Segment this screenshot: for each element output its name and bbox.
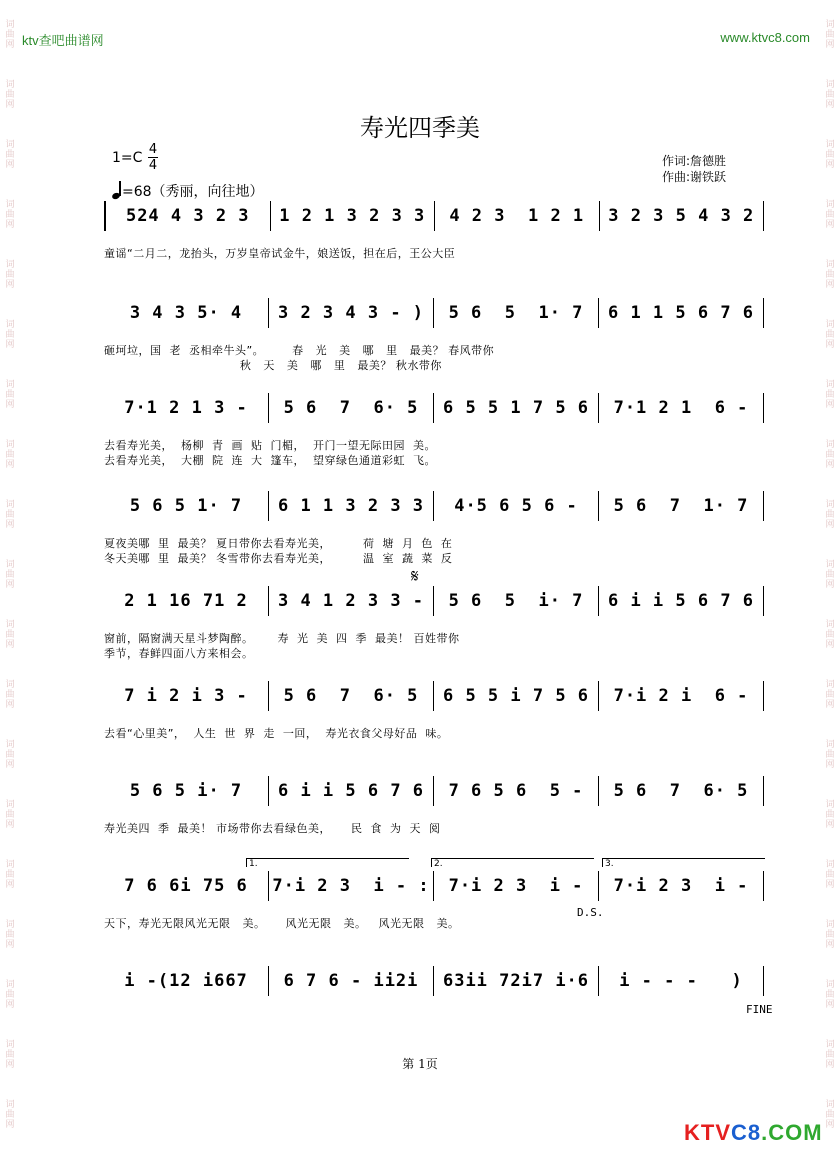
measure: 5 6 5 i· 7 bbox=[104, 776, 269, 806]
watermark-char: 网 bbox=[5, 820, 15, 830]
watermark-char: 曲 bbox=[825, 330, 835, 340]
score-row bbox=[104, 200, 764, 261]
notation-line bbox=[104, 680, 764, 712]
watermark-char: 词 bbox=[825, 860, 835, 870]
watermark-char: 网 bbox=[825, 1120, 835, 1130]
watermark-char: 曲 bbox=[5, 330, 15, 340]
watermark-char: 曲 bbox=[825, 810, 835, 820]
measure: 3 4 3 5· 4 bbox=[104, 298, 269, 328]
watermark-glyphs bbox=[3, 500, 17, 560]
watermark-char: 词 bbox=[825, 140, 835, 150]
watermark-char: 词 bbox=[5, 860, 15, 870]
watermark-char: 网 bbox=[825, 1060, 835, 1070]
meter-bottom: 4 bbox=[148, 158, 158, 173]
ktvc8-logo bbox=[684, 1120, 823, 1146]
watermark-char: 网 bbox=[5, 400, 15, 410]
lyric-line: 夏夜美哪 里 最美？ 夏日带你去看寿光美， 荷 塘 月 色 在 bbox=[104, 537, 453, 550]
measure: 4·5 6 5 6 - bbox=[434, 491, 599, 521]
watermark-glyphs bbox=[823, 200, 837, 260]
watermark-char: 词 bbox=[825, 320, 835, 330]
watermark-char: 曲 bbox=[5, 150, 15, 160]
watermark-char: 词 bbox=[5, 200, 15, 210]
lyric-line: 去看“心里美”， 人生 世 界 走 一回， 寿光衣食父母好品 味。 bbox=[104, 727, 449, 740]
watermark-char: 词 bbox=[825, 440, 835, 450]
watermark-char: 词 bbox=[825, 200, 835, 210]
measure: 5 6 5 1· 7 bbox=[434, 298, 599, 328]
watermark-char: 词 bbox=[5, 140, 15, 150]
lyric-line: 童谣“二月二，龙抬头，万岁皇帝试金牛，娘送饭，担在后，王公大臣 bbox=[104, 247, 456, 260]
watermark-char: 网 bbox=[825, 460, 835, 470]
watermark-char: 网 bbox=[5, 280, 15, 290]
measure: 1 2 1 3 2 3 3 bbox=[271, 201, 436, 231]
watermark-char: 曲 bbox=[825, 570, 835, 580]
watermark-glyphs bbox=[823, 620, 837, 680]
watermark-char: 曲 bbox=[825, 1050, 835, 1060]
lyricist: 作词:詹德胜 bbox=[662, 154, 727, 168]
watermark-char: 曲 bbox=[5, 750, 15, 760]
watermark-char: 网 bbox=[5, 580, 15, 590]
volta-bracket: 3. bbox=[602, 858, 765, 867]
watermark-char: 词 bbox=[825, 260, 835, 270]
watermark-char: 词 bbox=[5, 260, 15, 270]
watermark-glyphs bbox=[823, 860, 837, 920]
watermark-char: 曲 bbox=[825, 630, 835, 640]
watermark-char: 曲 bbox=[5, 570, 15, 580]
measure: 524 4 3 2 3 bbox=[104, 201, 271, 231]
watermark-glyphs bbox=[3, 920, 17, 980]
measure: 7 6 5 6 5 - bbox=[434, 776, 599, 806]
logo-ktv: KTV bbox=[684, 1120, 731, 1145]
fine-mark: FINE bbox=[746, 1003, 773, 1016]
watermark-char: 网 bbox=[825, 880, 835, 890]
watermark-glyphs bbox=[823, 560, 837, 620]
lyric-line: 去看寿光美， 大棚 院 连 大 篷车， 望穿绿色通道彩虹 飞。 bbox=[104, 454, 436, 467]
watermark-char: 曲 bbox=[825, 390, 835, 400]
watermark-char: 词 bbox=[5, 1040, 15, 1050]
watermark-char: 网 bbox=[825, 280, 835, 290]
lyric-line: 寿光美四 季 最美！ 市场带你去看绿色美， 民 食 为 天 阅 bbox=[104, 822, 441, 835]
watermark-char: 网 bbox=[825, 40, 835, 50]
score-row bbox=[104, 297, 764, 373]
watermark-char: 曲 bbox=[5, 1050, 15, 1060]
measure: 7·i 2 3 i - bbox=[599, 871, 764, 901]
watermark-char: 词 bbox=[825, 80, 835, 90]
watermark-char: 词 bbox=[825, 1100, 835, 1110]
lyric-line: 天下，寿光无限风光无限 美。 风光无限 美。 风光无限 美。 bbox=[104, 917, 460, 930]
watermark-char: 词 bbox=[825, 620, 835, 630]
watermark-char: 词 bbox=[825, 500, 835, 510]
watermark-char: 词 bbox=[5, 20, 15, 30]
measure: 3 2 3 4 3 - ) bbox=[269, 298, 434, 328]
watermark-glyphs bbox=[823, 440, 837, 500]
watermark-glyphs bbox=[823, 260, 837, 320]
measure: 2 1 16 71 2 bbox=[104, 586, 269, 616]
watermark-char: 曲 bbox=[825, 990, 835, 1000]
watermark-char: 词 bbox=[5, 80, 15, 90]
measure: 7 i 2 i 3 - bbox=[104, 681, 269, 711]
watermark-char: 词 bbox=[825, 920, 835, 930]
score-row bbox=[104, 680, 764, 741]
watermark-glyphs bbox=[3, 20, 17, 80]
score-row bbox=[104, 585, 764, 661]
page-number: 第 1页 bbox=[402, 1057, 438, 1071]
measure: 5 6 7 1· 7 bbox=[599, 491, 764, 521]
watermark-char: 网 bbox=[825, 1000, 835, 1010]
watermark-char: 曲 bbox=[5, 90, 15, 100]
watermark-char: 词 bbox=[825, 680, 835, 690]
watermark-glyphs bbox=[3, 140, 17, 200]
watermark-char: 词 bbox=[5, 920, 15, 930]
watermark-left bbox=[3, 20, 17, 1160]
watermark-char: 词 bbox=[825, 380, 835, 390]
measure: 7·i 2 3 i - bbox=[434, 871, 599, 901]
lyric-line: 去看寿光美， 杨柳 青 画 贴 门楣， 开门一望无际田园 美。 bbox=[104, 439, 436, 452]
watermark-char: 网 bbox=[825, 820, 835, 830]
meter-top: 4 bbox=[148, 142, 158, 157]
watermark-char: 曲 bbox=[825, 690, 835, 700]
watermark-char: 网 bbox=[825, 940, 835, 950]
watermark-char: 网 bbox=[5, 760, 15, 770]
notation-line bbox=[104, 200, 764, 232]
watermark-glyphs bbox=[823, 980, 837, 1040]
watermark-glyphs bbox=[823, 140, 837, 200]
watermark-char: 词 bbox=[5, 380, 15, 390]
watermark-glyphs bbox=[3, 200, 17, 260]
lyric-line: 秋 天 美 哪 里 最美？ 秋水带你 bbox=[104, 359, 442, 372]
watermark-char: 曲 bbox=[5, 270, 15, 280]
watermark-glyphs bbox=[823, 920, 837, 980]
notation-line bbox=[104, 297, 764, 329]
watermark-char: 词 bbox=[5, 500, 15, 510]
measure: 6 i i 5 6 7 6 bbox=[599, 586, 764, 616]
watermark-glyphs bbox=[823, 800, 837, 860]
watermark-char: 词 bbox=[5, 980, 15, 990]
watermark-char: 曲 bbox=[5, 390, 15, 400]
measure: 7·1 2 1 6 - bbox=[599, 393, 764, 423]
measure: 6 5 5 1 7 5 6 bbox=[434, 393, 599, 423]
watermark-char: 曲 bbox=[5, 30, 15, 40]
watermark-glyphs bbox=[3, 800, 17, 860]
watermark-char: 网 bbox=[5, 100, 15, 110]
composer: 作曲:谢铁跃 bbox=[662, 170, 727, 184]
watermark-char: 网 bbox=[825, 580, 835, 590]
watermark-char: 曲 bbox=[5, 810, 15, 820]
watermark-char: 词 bbox=[5, 680, 15, 690]
song-title: 寿光四季美 bbox=[360, 114, 480, 142]
watermark-char: 词 bbox=[825, 560, 835, 570]
watermark-glyphs bbox=[823, 320, 837, 380]
watermark-char: 曲 bbox=[5, 930, 15, 940]
watermark-char: 网 bbox=[5, 340, 15, 350]
watermark-glyphs bbox=[823, 1100, 837, 1160]
measure: 7·1 2 1 3 - bbox=[104, 393, 269, 423]
watermark-glyphs bbox=[3, 740, 17, 800]
watermark-char: 词 bbox=[825, 800, 835, 810]
watermark-char: 词 bbox=[5, 1100, 15, 1110]
score-row bbox=[104, 775, 764, 836]
watermark-char: 曲 bbox=[5, 450, 15, 460]
measure: i - - - ) bbox=[599, 966, 764, 996]
score-row bbox=[104, 859, 764, 931]
time-signature bbox=[148, 142, 158, 173]
watermark-char: 词 bbox=[825, 20, 835, 30]
watermark-char: 曲 bbox=[5, 630, 15, 640]
watermark-char: 词 bbox=[5, 800, 15, 810]
measure: 6 7 6 - ii2i bbox=[269, 966, 434, 996]
measure: 6 1 1 3 2 3 3 bbox=[269, 491, 434, 521]
score-row bbox=[104, 392, 764, 468]
measure: 7·i 2 i 6 - bbox=[599, 681, 764, 711]
watermark-glyphs bbox=[823, 380, 837, 440]
lyric-line: 冬天美哪 里 最美？ 冬雪带你去看寿光美， 温 室 蔬 菜 反 bbox=[104, 552, 453, 565]
watermark-char: 曲 bbox=[5, 690, 15, 700]
watermark-char: 网 bbox=[5, 940, 15, 950]
watermark-glyphs bbox=[823, 740, 837, 800]
tempo-marking bbox=[112, 181, 264, 201]
measure: 5 6 7 6· 5 bbox=[269, 393, 434, 423]
watermark-char: 网 bbox=[825, 640, 835, 650]
watermark-char: 词 bbox=[825, 980, 835, 990]
song-key: 1=C bbox=[112, 150, 143, 166]
watermark-char: 网 bbox=[825, 400, 835, 410]
watermark-char: 曲 bbox=[825, 1110, 835, 1120]
watermark-char: 词 bbox=[5, 440, 15, 450]
watermark-char: 词 bbox=[5, 740, 15, 750]
watermark-glyphs bbox=[3, 680, 17, 740]
watermark-glyphs bbox=[3, 380, 17, 440]
volta-bracket: 1. bbox=[246, 858, 409, 867]
ds-mark: D.S. bbox=[577, 906, 604, 919]
watermark-char: 曲 bbox=[825, 450, 835, 460]
notation-line bbox=[104, 585, 764, 617]
watermark-char: 曲 bbox=[5, 870, 15, 880]
watermark-glyphs bbox=[3, 860, 17, 920]
watermark-char: 曲 bbox=[5, 510, 15, 520]
measure: 3 4 1 2 3 3 - bbox=[269, 586, 434, 616]
watermark-char: 曲 bbox=[825, 510, 835, 520]
tempo-value: =68 bbox=[122, 184, 152, 200]
watermark-char: 词 bbox=[5, 560, 15, 570]
watermark-glyphs bbox=[3, 980, 17, 1040]
measure: 5 6 7 6· 5 bbox=[599, 776, 764, 806]
measure: 6 i i 5 6 7 6 bbox=[269, 776, 434, 806]
watermark-right bbox=[823, 20, 837, 1160]
measure: 4 2 3 1 2 1 bbox=[435, 201, 600, 231]
credits bbox=[662, 153, 726, 185]
lyric-line: 砸坷垃，国 老 丞相牵牛头”。 春 光 美 哪 里 最美？ 春风带你 bbox=[104, 344, 495, 357]
mood-text: （秀丽，向往地） bbox=[151, 184, 264, 200]
lyric-line: 季节，春鲜四面八方来相会。 bbox=[104, 647, 254, 660]
lyric-line: 窗前，隔窗满天星斗梦陶醉。 寿 光 美 四 季 最美！ 百姓带你 bbox=[104, 632, 460, 645]
watermark-glyphs bbox=[3, 260, 17, 320]
measure: 7 6 6i 75 6 bbox=[104, 871, 269, 901]
notation-line bbox=[104, 490, 764, 522]
watermark-char: 词 bbox=[825, 740, 835, 750]
watermark-glyphs bbox=[3, 440, 17, 500]
watermark-char: 曲 bbox=[5, 990, 15, 1000]
watermark-char: 网 bbox=[5, 220, 15, 230]
watermark-char: 网 bbox=[5, 40, 15, 50]
watermark-char: 网 bbox=[825, 220, 835, 230]
lyric-line bbox=[104, 1011, 764, 1026]
segno-mark: 𝄋 bbox=[411, 566, 419, 587]
logo-com: .COM bbox=[761, 1120, 823, 1145]
watermark-char: 网 bbox=[5, 520, 15, 530]
watermark-char: 曲 bbox=[825, 90, 835, 100]
measure: 7·i 2 3 i - : bbox=[269, 871, 434, 901]
watermark-glyphs bbox=[823, 680, 837, 740]
site-name-left[interactable]: ktv查吧曲谱网 bbox=[22, 33, 104, 48]
watermark-char: 网 bbox=[5, 1000, 15, 1010]
watermark-glyphs bbox=[3, 1100, 17, 1160]
watermark-char: 网 bbox=[825, 160, 835, 170]
watermark-char: 网 bbox=[5, 1120, 15, 1130]
measure: 5 6 7 6· 5 bbox=[269, 681, 434, 711]
watermark-char: 曲 bbox=[825, 750, 835, 760]
watermark-char: 曲 bbox=[825, 930, 835, 940]
watermark-char: 网 bbox=[825, 700, 835, 710]
quarter-note-icon bbox=[112, 181, 122, 199]
watermark-char: 词 bbox=[5, 320, 15, 330]
watermark-char: 曲 bbox=[825, 210, 835, 220]
watermark-char: 曲 bbox=[5, 210, 15, 220]
watermark-char: 词 bbox=[825, 1040, 835, 1050]
measure: i -(12 i667 bbox=[104, 966, 269, 996]
watermark-glyphs bbox=[3, 620, 17, 680]
watermark-glyphs bbox=[823, 20, 837, 80]
watermark-char: 曲 bbox=[825, 30, 835, 40]
watermark-glyphs bbox=[823, 500, 837, 560]
logo-c8: C8 bbox=[731, 1120, 762, 1145]
watermark-char: 曲 bbox=[825, 270, 835, 280]
watermark-char: 网 bbox=[825, 100, 835, 110]
volta-bracket: 2. bbox=[431, 858, 594, 867]
watermark-char: 网 bbox=[5, 1060, 15, 1070]
score-row bbox=[104, 490, 764, 566]
watermark-char: 网 bbox=[5, 700, 15, 710]
measure: 5 6 5 i· 7 bbox=[434, 586, 599, 616]
measure: 3 2 3 5 4 3 2 bbox=[600, 201, 765, 231]
notation-line bbox=[104, 392, 764, 424]
watermark-char: 网 bbox=[5, 640, 15, 650]
measure: 6 1 1 5 6 7 6 bbox=[599, 298, 764, 328]
watermark-char: 网 bbox=[825, 520, 835, 530]
score-row bbox=[104, 965, 764, 1026]
watermark-char: 曲 bbox=[825, 870, 835, 880]
watermark-char: 曲 bbox=[825, 150, 835, 160]
measure: 63ii 72i7 i·6 bbox=[434, 966, 599, 996]
measure: 5 6 5 1· 7 bbox=[104, 491, 269, 521]
watermark-char: 网 bbox=[825, 340, 835, 350]
watermark-char: 网 bbox=[5, 880, 15, 890]
watermark-char: 网 bbox=[5, 460, 15, 470]
notation-line bbox=[104, 965, 764, 997]
measure: 6 5 5 i 7 5 6 bbox=[434, 681, 599, 711]
watermark-char: 网 bbox=[825, 760, 835, 770]
watermark-glyphs bbox=[3, 320, 17, 380]
notation-line bbox=[104, 870, 764, 902]
watermark-glyphs bbox=[3, 560, 17, 620]
watermark-char: 网 bbox=[5, 160, 15, 170]
notation-line bbox=[104, 775, 764, 807]
watermark-char: 词 bbox=[5, 620, 15, 630]
site-url-right[interactable]: www.ktvc8.com bbox=[720, 30, 810, 45]
watermark-char: 曲 bbox=[5, 1110, 15, 1120]
